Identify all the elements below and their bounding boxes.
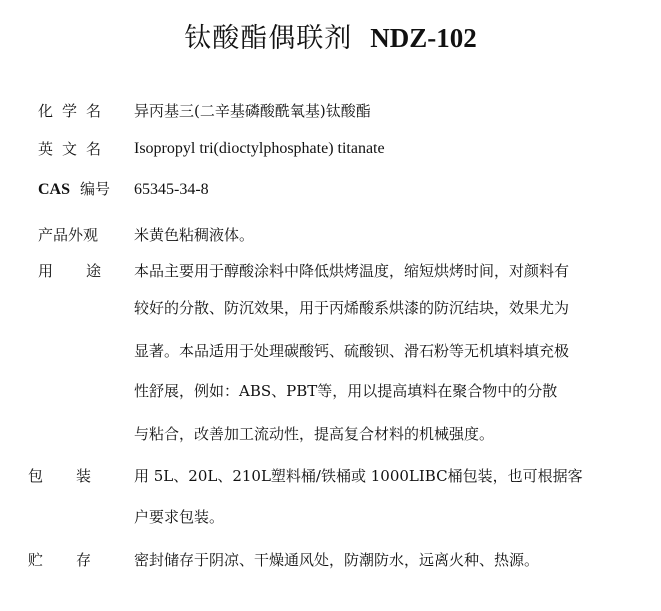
chemical-name-label: 化学名 — [38, 102, 111, 120]
cas-label-en: CAS — [38, 181, 71, 198]
packaging-line: 用 5L、20L、210L塑料桶/铁桶或 1000LIBC桶包装，也可根据客 — [134, 467, 583, 485]
english-name-value: Isopropyl tri(dioctylphosphate) titanate — [134, 140, 385, 157]
usage-line: 性舒展，例如：ABS、PBT等，用以提高填料在聚合物中的分散 — [134, 382, 558, 400]
cas-label — [38, 179, 110, 200]
usage-line: 与粘合，改善加工流动性，提高复合材料的机械强度。 — [134, 425, 495, 443]
english-name-label: 英文名 — [38, 140, 111, 158]
cas-value: 65345-34-8 — [134, 181, 209, 198]
storage-value: 密封储存于阴凉、干燥通风处，防潮防水，远离火种、热源。 — [134, 551, 540, 569]
packaging-line: 户要求包装。 — [134, 508, 225, 526]
packaging-label: 包装 — [28, 467, 125, 485]
appearance-value: 米黄色粘稠液体。 — [134, 226, 255, 244]
usage-line: 显著。本品适用于处理碳酸钙、硫酸钡、滑石粉等无机填料填充极 — [134, 342, 570, 360]
usage-line: 较好的分散、防沉效果，用于丙烯酸系烘漆的防沉结块，效果尤为 — [134, 299, 570, 317]
cas-label-zh: 编号 — [80, 180, 111, 198]
chemical-name-value: 异丙基三(二辛基磷酸酰氧基)钛酸酯 — [134, 102, 371, 120]
appearance-label: 产品外观 — [38, 226, 99, 244]
storage-label: 贮存 — [28, 551, 125, 569]
title-chinese: 钛酸酯偶联剂 — [184, 23, 353, 54]
usage-label: 用途 — [38, 262, 135, 280]
document-title — [0, 18, 661, 59]
usage-line: 本品主要用于醇酸涂料中降低烘烤温度，缩短烘烤时间，对颜料有 — [134, 262, 570, 280]
title-product-code: NDZ-102 — [370, 23, 477, 53]
